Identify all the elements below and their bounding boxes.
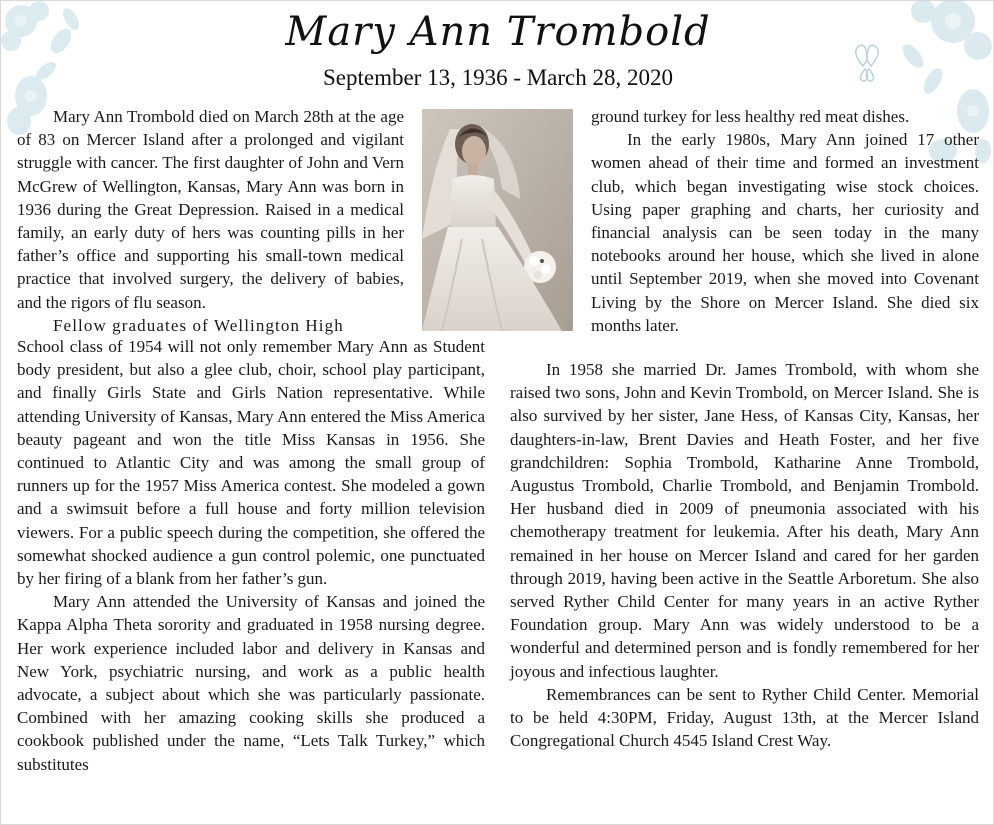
paragraph-education: Mary Ann attended the University of Kansas and joined the Kappa Alpha Theta sorority and graduated in 1958 nursing degree. Her work experience included labor and delivery in Kansas and New York, psychiatric nursing, and work as a public health advocate, a subject about which she was particularly passionate. Combined with her amazing cooking skills she produced a cookbook published under the name, “Lets Talk Turkey,” which substitutes xyxy=(17,592,485,774)
paragraph-memorial: Remembrances can be sent to Ryther Child Center. Memorial to be held 4:30PM, Friday, August 13th, at the Mercer Island Congregational Church 4545 Island Crest Way. xyxy=(510,684,979,751)
paragraph-graduates-start: Fellow graduates of Wellington High xyxy=(53,315,344,335)
paragraph-intro: Mary Ann Trombold died on March 28th at the age of 83 on Mercer Island after a prolonged and vigilant struggle with cancer. The first daughter of John and Vern McGrew of Wellington, Kansas, Mary Ann was born in 1936 during the Great Depression. Raised in a medical family, an early duty of hers was counting pills in her father’s office and supporting his small-town medical practice that involved surgery, the delivery of babies, and the rigors of flu season. xyxy=(17,107,404,312)
left-column-top xyxy=(17,105,404,337)
paragraph-investment-club: In the early 1980s, Mary Ann joined 17 other women ahead of their time and formed an investment club, which began investigating wise stock choices. Using paper graphing and charts, her curiosity and financial analysis can be seen today in the many notebooks around her house, which she lived in alone until September 2019, when she moved into Covenant Living by the Shore on Mercer Island. She died six months later. xyxy=(591,130,979,335)
right-column-bottom xyxy=(510,358,979,752)
paragraph-family: In 1958 she married Dr. James Trombold, with whom she raised two sons, John and Kevin Trombold, on Mercer Island. She is also survived by her sister, Jane Hess, of Kansas City, Kansas, her daughters-in-law, Brent Davies and Heath Foster, and her five grandchildren: Sophia Trombold, Katharine Anne Trombold, Augustus Trombold, Charlie Trombold, and Benjamin Trombold. Her husband died in 2009 of pneumonia associated with his chemotherapy treatment for leukemia. After his death, Mary Ann remained in her house on Mercer Island and cared for her garden through 2019, having been active in the Seattle Arboretum. She also served Ryther Child Center for many years in an active Ryther Foundation group. Mary Ann was widely understood to be a wonderful and determined person and is fondly remembered for her joyous and infectious laughter. xyxy=(510,360,979,681)
portrait-photo xyxy=(422,109,573,331)
bride-portrait-icon xyxy=(422,109,573,331)
left-column-bottom xyxy=(17,335,485,776)
life-dates: September 13, 1936 - March 28, 2020 xyxy=(322,65,674,90)
right-column-top xyxy=(591,105,979,337)
paragraph-graduates: School class of 1954 will not only remember Mary Ann as Student body president, but also a glee club, choir, school play participant, and finally Girls State and Girls Nation representative. While attending University of Kansas, Mary Ann entered the Miss America beauty pageant and won the title Miss Kansas in 1956. She continued to Atlantic City and was among the small group of runners up for the 1957 Miss America contest. She modeled a gown and a swimsuit before a full house and forty million television viewers. For a public speech during the competition, she offered the somewhat shocked audience a gun control polemic, one punctuated by her firing of a blank from her father’s gun. xyxy=(17,337,485,589)
obituary-title: Mary Ann Trombold xyxy=(285,9,711,55)
paragraph-education-cont: ground turkey for less healthy red meat dishes. xyxy=(591,107,910,126)
